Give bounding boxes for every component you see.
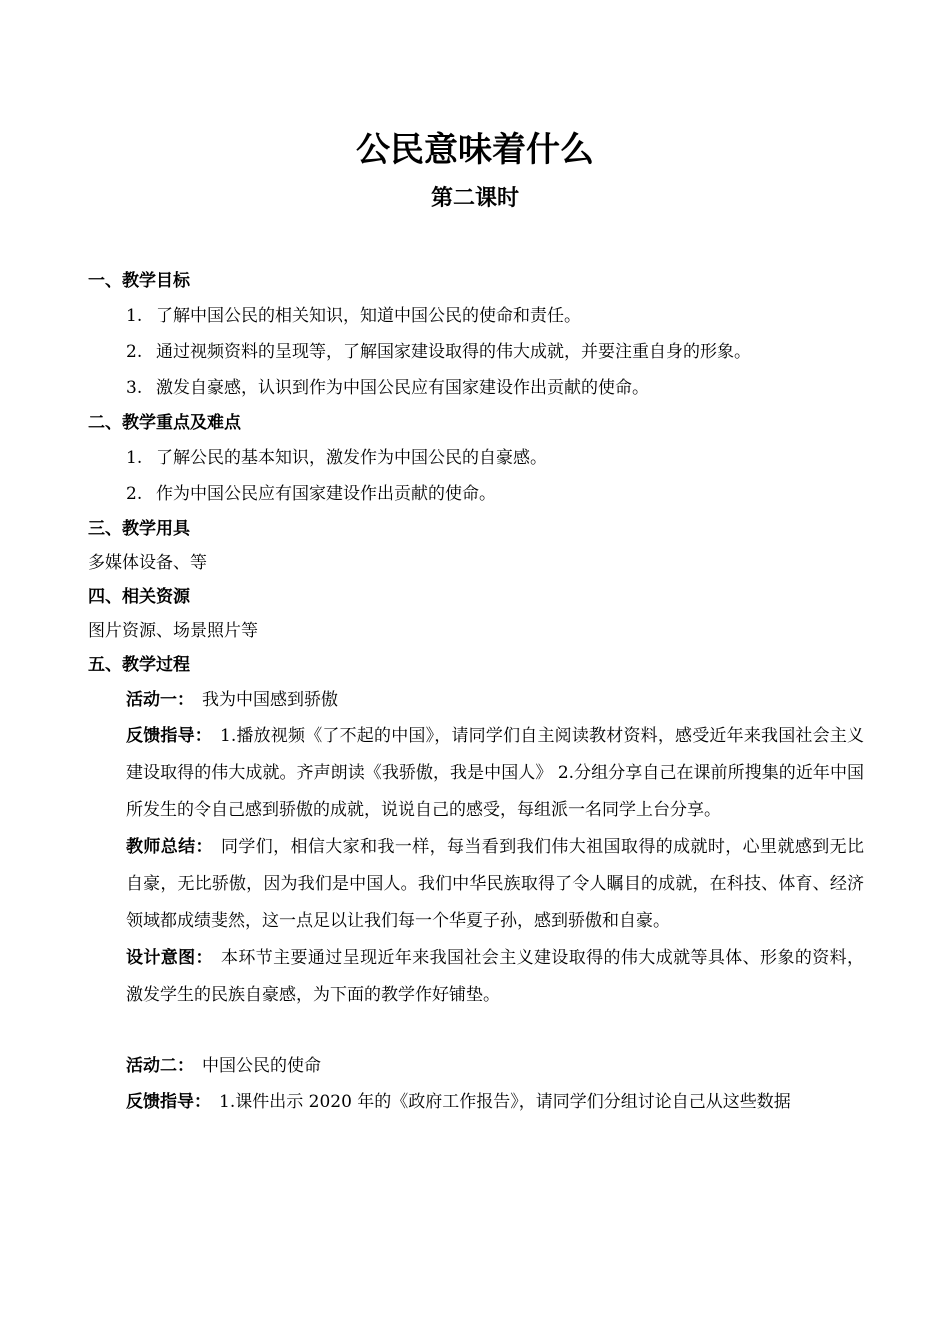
activity-label: 活动一： [126,690,194,710]
page-subtitle: 第二课时 [430,186,519,211]
activity-label: 活动二： [126,1056,194,1076]
section-heading: 三、教学用具 [88,519,190,539]
paragraph-spacer [88,1014,864,1048]
list-text: 了解公民的基本知识，激发作为中国公民的自豪感。 [156,448,547,468]
document-body [88,264,864,1121]
section-heading: 一、教学目标 [88,271,190,291]
section-heading: 五、教学过程 [88,655,190,675]
list-number: 2. [126,342,143,362]
feedback-paragraph [88,718,864,829]
list-item [88,370,864,406]
section-text: 多媒体设备、等 [88,553,207,573]
list-number: 3. [126,378,143,398]
intent-text: 本环节主要通过呈现近年来我国社会主义建设取得的伟大成就等具体、形象的资料，激发学生的民族自豪感，为下面的教学作好铺垫。 [126,948,865,1005]
list-item [88,334,864,370]
activity-two-title [88,1048,864,1084]
section-heading: 二、教学重点及难点 [88,413,241,433]
section-text: 图片资源、场景照片等 [88,621,258,641]
list-item [88,440,864,476]
list-text: 作为中国公民应有国家建设作出贡献的使命。 [156,484,496,504]
list-number: 1. [126,448,143,468]
feedback-text: 1.播放视频《了不起的中国》，请同学们自主阅读教材资料，感受近年来我国社会主义建设取得的伟大成就。齐声朗读《我骄傲，我是中国人》 2.分组分享自己在课前所搜集的近年中国所发生的令自己感到骄傲的成就，说说自己的感受，每组派一名同学上台分享。 [126,726,865,820]
list-number: 1. [126,306,143,326]
intent-paragraph [88,940,864,1014]
list-text: 激发自豪感，认识到作为中国公民应有国家建设作出贡献的使命。 [156,378,649,398]
list-item [88,298,864,334]
list-item [88,476,864,512]
feedback-text: 1.课件出示 2020 年的《政府工作报告》，请同学们分组讨论自己从这些数据 [219,1092,791,1112]
section-heading: 四、相关资源 [88,587,190,607]
activity-title: 中国公民的使命 [202,1056,321,1076]
feedback-label: 反馈指导： [126,726,212,746]
page-title: 公民意味着什么 [356,130,594,170]
feedback-paragraph [88,1084,864,1121]
list-text: 了解中国公民的相关知识，知道中国公民的使命和责任。 [156,306,581,326]
activity-title: 我为中国感到骄傲 [202,690,338,710]
activity-one-title [88,682,864,718]
summary-paragraph [88,829,864,940]
list-text: 通过视频资料的呈现等，了解国家建设取得的伟大成就，并要注重自身的形象。 [156,342,751,362]
feedback-label: 反馈指导： [126,1092,211,1112]
intent-label: 设计意图： [126,948,213,968]
list-number: 2. [126,484,143,504]
summary-label: 教师总结： [126,837,213,857]
summary-text: 同学们，相信大家和我一样，每当看到我们伟大祖国取得的成就时，心里就感到无比自豪，无比骄傲，因为我们是中国人。我们中华民族取得了令人瞩目的成就，在科技、体育、经济领域都成绩斐然，这一点足以让我们每一个华夏子孙，感到骄傲和自豪。 [126,837,865,931]
